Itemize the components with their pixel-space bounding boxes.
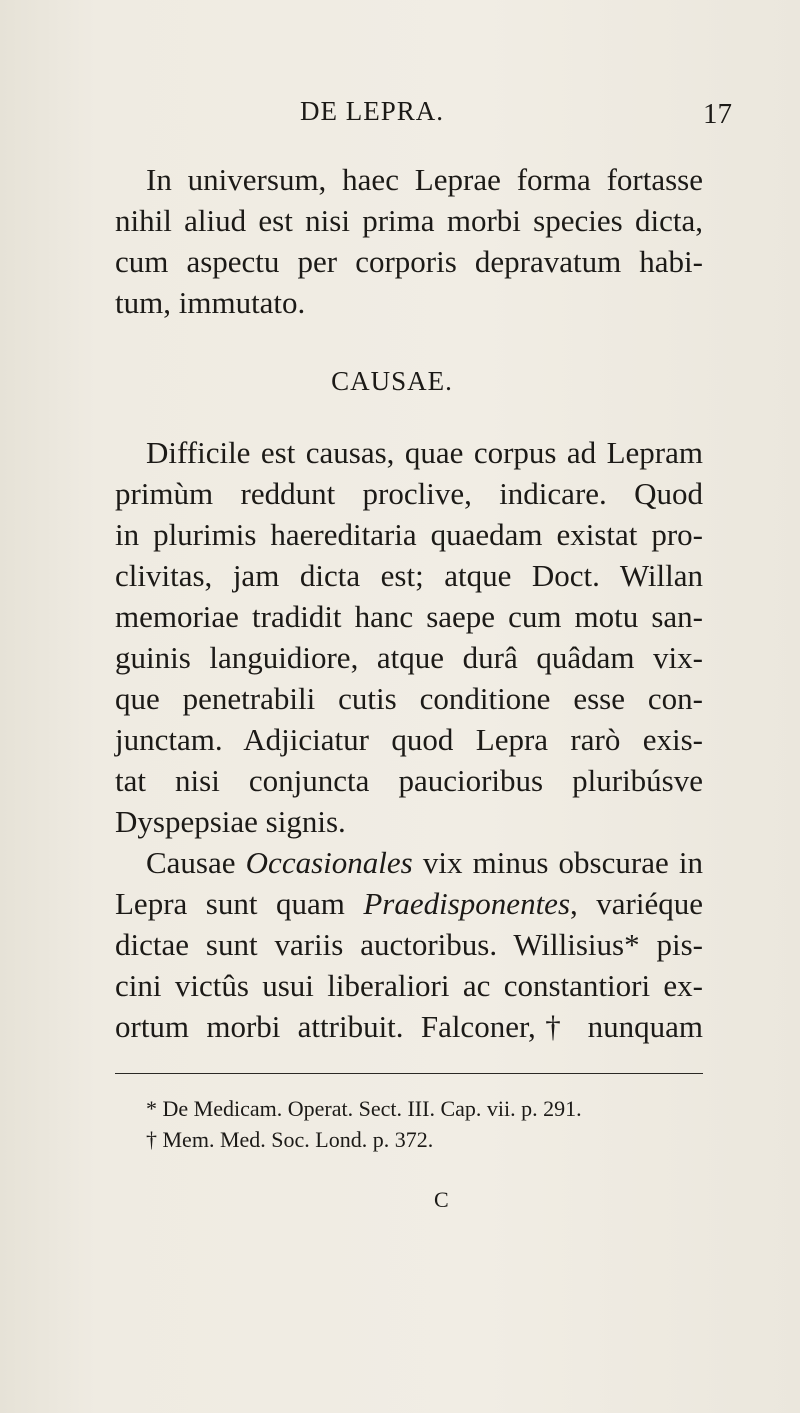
text-line bbox=[115, 884, 703, 924]
text-line: primùm reddunt proclive, indicare. Quod bbox=[115, 476, 703, 511]
text-run: vix minus obscurae in bbox=[412, 845, 703, 880]
text-line bbox=[146, 843, 703, 883]
text-line: cum aspectu per corporis depravatum habi- bbox=[115, 244, 703, 279]
text-line: ortum morbi attribuit. Falconer,† nunquam bbox=[115, 1009, 703, 1044]
italic-term: Occasionales bbox=[245, 845, 413, 880]
text-line: cini victûs usui liberaliori ac constantiori ex- bbox=[115, 968, 703, 1003]
section-heading-text: CAUSAE. bbox=[331, 366, 453, 396]
text-line: Dyspepsiae signis. bbox=[115, 804, 346, 839]
text-line: tat nisi conjuncta paucioribus pluribúsve bbox=[115, 763, 703, 798]
page-number: 17 bbox=[703, 98, 732, 130]
text-run: Lepra sunt quam bbox=[115, 886, 364, 921]
footnote: † Mem. Med. Soc. Lond. p. 372. bbox=[146, 1127, 434, 1152]
text-run: , variéque bbox=[570, 886, 703, 921]
text-line: nihil aliud est nisi prima morbi species dicta, bbox=[115, 203, 703, 238]
text-line: in plurimis haereditaria quaedam existat pro- bbox=[115, 517, 703, 552]
text-line: junctam. Adjiciatur quod Lepra rarò exis- bbox=[115, 722, 703, 757]
signature-mark: C bbox=[434, 1187, 449, 1212]
running-title: DE LEPRA. bbox=[300, 96, 444, 126]
text-line: memoriae tradidit hanc saepe cum motu san- bbox=[115, 599, 703, 634]
text-line: In universum, haec Leprae forma fortasse bbox=[146, 162, 703, 197]
running-head bbox=[0, 96, 800, 136]
italic-term: Praedisponentes bbox=[363, 886, 571, 921]
footnote-rule bbox=[115, 1073, 703, 1074]
text-line: Difficile est causas, quae corpus ad Lepram bbox=[146, 435, 703, 470]
section-heading bbox=[0, 366, 800, 397]
text-line: clivitas, jam dicta est; atque Doct. Willan bbox=[115, 558, 703, 593]
text-line: tum, immutato. bbox=[115, 285, 306, 320]
text-line: que penetrabili cutis conditione esse con- bbox=[115, 681, 703, 716]
footnote: * De Medicam. Operat. Sect. III. Cap. vii. p. 291. bbox=[146, 1096, 582, 1121]
text-run: Causae bbox=[146, 845, 246, 880]
text-line: guinis languidiore, atque durâ quâdam vix- bbox=[115, 640, 703, 675]
text-line: dictae sunt variis auctoribus. Willisius* pis- bbox=[115, 927, 703, 962]
